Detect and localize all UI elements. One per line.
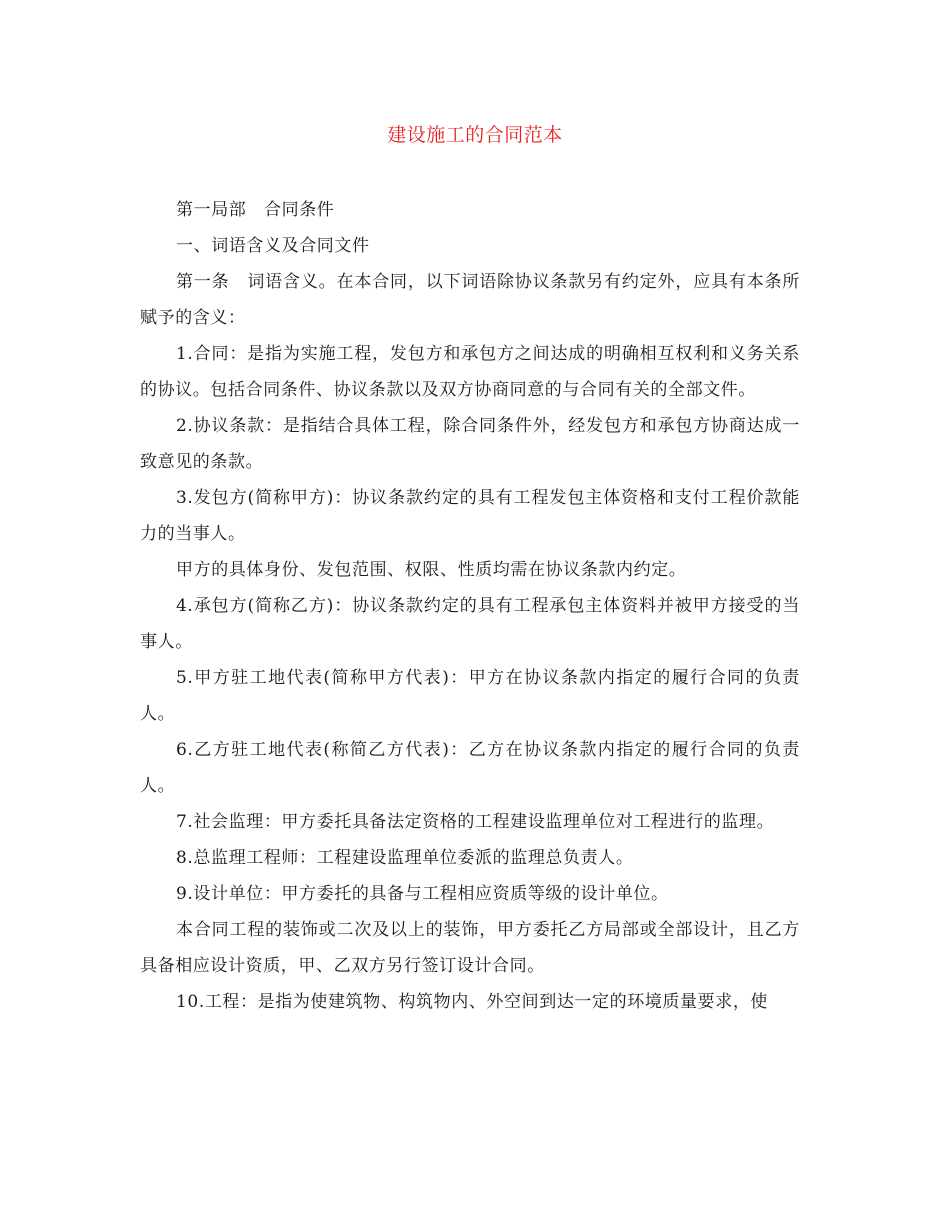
definition-item: 5.甲方驻工地代表(简称甲方代表)：甲方在协议条款内指定的履行合同的负责人。: [140, 668, 800, 724]
article-paragraph: 第一条 词语含义。在本合同，以下词语除协议条款另有约定外，应具有本条所赋予的含义：: [140, 272, 800, 328]
definition-item: 6.乙方驻工地代表(称简乙方代表)：乙方在协议条款内指定的履行合同的负责人。: [140, 740, 800, 796]
body-paragraph: 本合同工程的装饰或二次及以上的装饰，甲方委托乙方局部或全部设计，且乙方具备相应设计资质，甲、乙双方另行签订设计合同。: [140, 920, 800, 976]
document-title: 建设施工的合同范本: [387, 124, 563, 146]
definition-item: 8.总监理工程师：工程建设监理单位委派的监理总负责人。: [176, 848, 634, 868]
definition-item: 3.发包方(简称甲方)：协议条款约定的具有工程发包主体资格和支付工程价款能力的当事人。: [140, 488, 800, 544]
definition-item: 4.承包方(简称乙方)：协议条款约定的具有工程承包主体资料并被甲方接受的当事人。: [140, 596, 800, 652]
definition-item: 9.设计单位：甲方委托的具备与工程相应资质等级的设计单位。: [176, 884, 669, 904]
definition-item: 2.协议条款：是指结合具体工程，除合同条件外，经发包方和承包方协商达成一致意见的条款。: [140, 416, 800, 472]
section-heading: 第一局部 合同条件: [176, 200, 335, 220]
subsection-heading: 一、词语含义及合同文件: [176, 236, 370, 256]
document-body: [140, 192, 800, 1020]
body-paragraph: 甲方的具体身份、发包范围、权限、性质均需在协议条款内约定。: [176, 560, 687, 580]
definition-item: 1.合同：是指为实施工程，发包方和承包方之间达成的明确相互权利和义务关系的协议。包括合同条件、协议条款以及双方协商同意的与合同有关的全部文件。: [140, 344, 800, 400]
definition-item: 10.工程：是指为使建筑物、构筑物内、外空间到达一定的环境质量要求，使: [176, 992, 769, 1012]
definition-item: 7.社会监理：甲方委托具备法定资格的工程建设监理单位对工程进行的监理。: [176, 812, 775, 832]
